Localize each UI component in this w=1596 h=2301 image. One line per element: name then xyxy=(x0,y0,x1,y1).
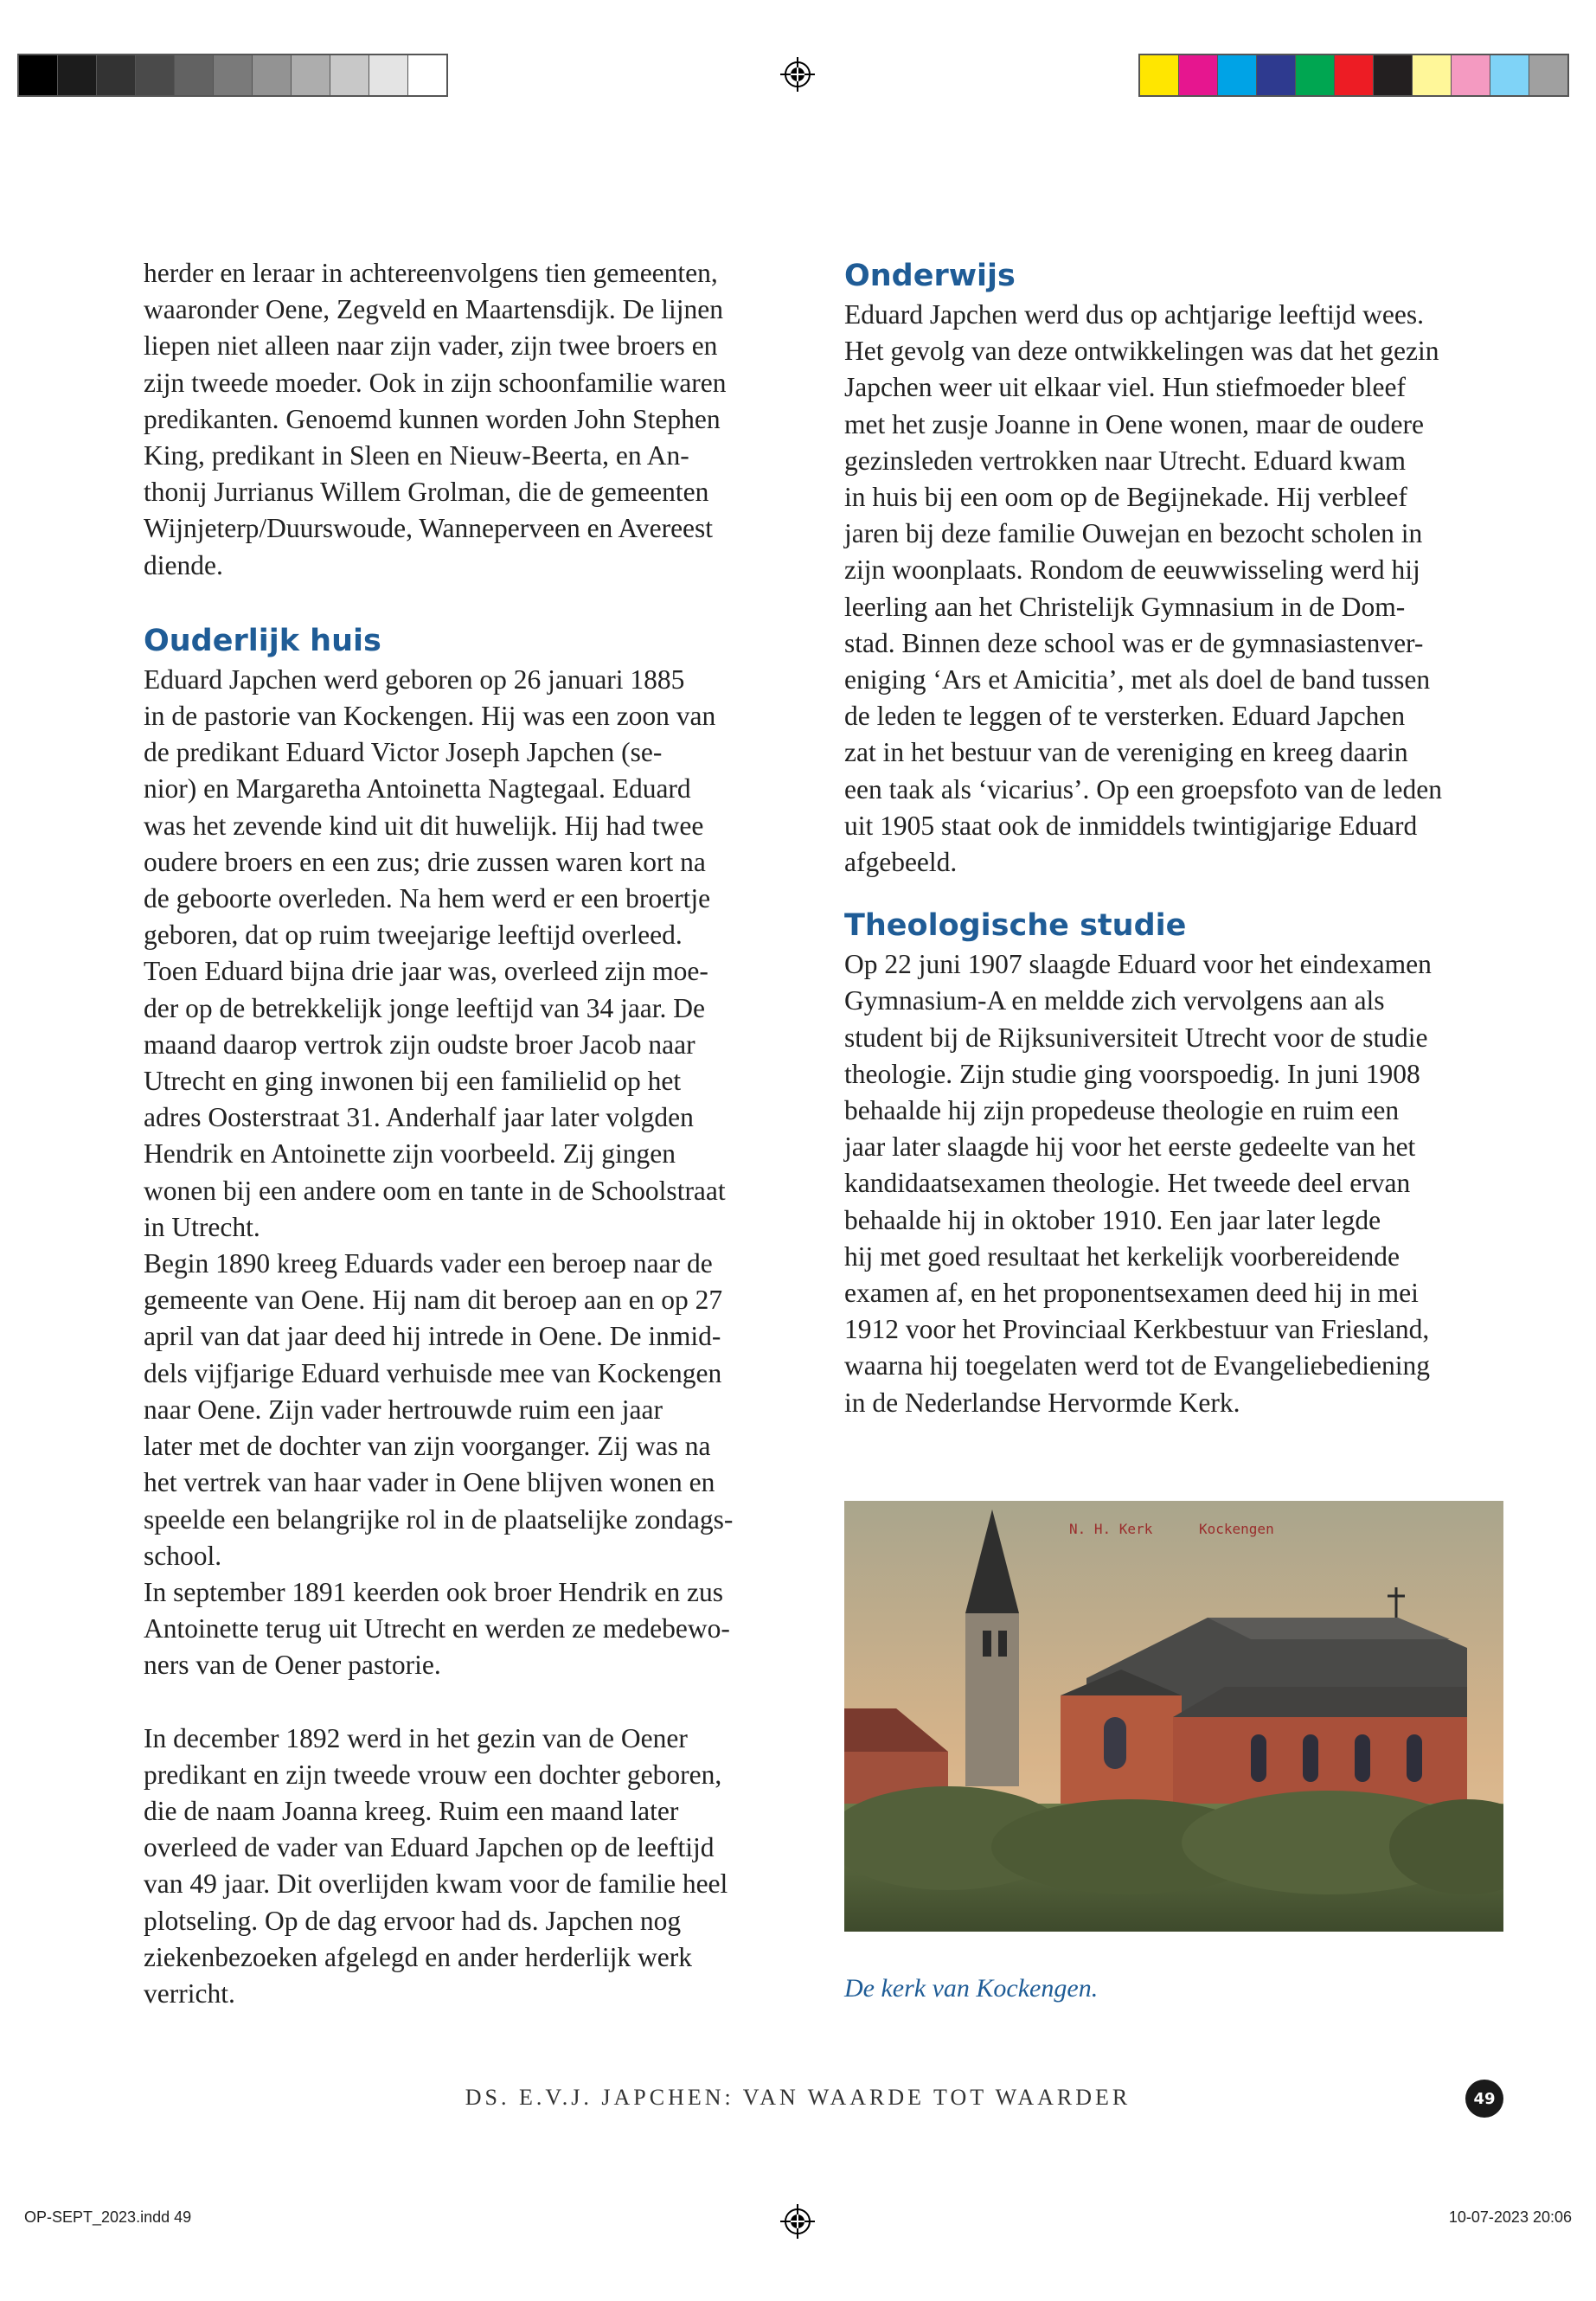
church-photo xyxy=(844,1501,1503,1932)
text-line: wonen bij een andere oom en tante in de Schoolstraat xyxy=(144,1175,726,1206)
text-line: herder en leraar in achtereenvolgens tien gemeenten, xyxy=(144,258,718,288)
text-line: examen af, en het proponentsexamen deed hij in mei xyxy=(844,1278,1419,1309)
text-line: Toen Eduard bijna drie jaar was, overleed zijn moe- xyxy=(144,956,708,987)
color-swatch xyxy=(1179,55,1218,95)
color-swatch xyxy=(1335,55,1374,95)
text-line: jaren bij deze familie Ouwejan en bezocht scholen in xyxy=(844,518,1423,549)
heading-onderwijs: Onderwijs xyxy=(844,259,1016,293)
text-line: stad. Binnen deze school was er de gymnasiastenver- xyxy=(844,627,1424,658)
text-line: Op 22 juni 1907 slaagde Eduard voor het eindexamen xyxy=(844,949,1432,980)
text-line: student bij de Rijksuniversiteit Utrecht voor de studie xyxy=(844,1022,1428,1053)
text-line: de leden te leggen of te versterken. Eduard Japchen xyxy=(844,701,1406,732)
text-line: Antoinette terug uit Utrecht en werden ze medebewo- xyxy=(144,1613,730,1644)
text-line: gemeente van Oene. Hij nam dit beroep aan en op 27 xyxy=(144,1285,723,1316)
text-line: in de Nederlandse Hervormde Kerk. xyxy=(844,1387,1240,1418)
text-line: waaronder Oene, Zegveld en Maartensdijk. De lijnen xyxy=(144,294,723,325)
text-line: de geboorte overleden. Na hem werd er een broertje xyxy=(144,883,711,914)
text-line: Utrecht en ging inwonen bij een familielid op het xyxy=(144,1066,682,1097)
text-line: diende. xyxy=(144,549,223,580)
text-line: In september 1891 keerden ook broer Hendrik en zus xyxy=(144,1576,724,1607)
text-line: de predikant Eduard Victor Joseph Japchen (se- xyxy=(144,737,663,768)
color-swatch xyxy=(1452,55,1490,95)
text-line: een taak als ‘vicarius’. Op een groepsfoto van de leden xyxy=(844,773,1442,804)
text-line: overleed de vader van Eduard Japchen op de leeftijd xyxy=(144,1832,715,1863)
text-line: liepen niet alleen naar zijn vader, zijn twee broers en xyxy=(144,330,718,362)
gray-calibration-bar xyxy=(17,54,448,97)
text-line: der op de betrekkelijk jonge leeftijd van 34 jaar. De xyxy=(144,992,706,1023)
text-line: King, predikant in Sleen en Nieuw-Beerta, en An- xyxy=(144,440,689,471)
text-line: nior) en Margaretha Antoinetta Nagtegaal. Eduard xyxy=(144,773,691,804)
paragraph xyxy=(144,1574,810,1684)
text-line: 1912 voor het Provinciaal Kerkbestuur van Friesland, xyxy=(844,1314,1430,1345)
text-line: zijn woonplaats. Rondom de eeuwwisseling werd hij xyxy=(844,554,1420,586)
color-swatch xyxy=(1374,55,1413,95)
text-line: dels vijfjarige Eduard verhuisde mee van Kockengen xyxy=(144,1357,722,1388)
text-line: Gymnasium-A en meldde zich vervolgens aan als xyxy=(844,985,1385,1016)
registration-mark-icon xyxy=(780,57,815,92)
registration-mark-icon xyxy=(780,2204,815,2239)
text-line: met het zusje Joanne in Oene wonen, maar de oudere xyxy=(844,408,1424,439)
text-line: ners van de Oener pastorie. xyxy=(144,1650,441,1681)
text-line: Begin 1890 kreeg Eduards vader een beroep naar de xyxy=(144,1248,713,1279)
heading-ouderlijk-huis: Ouderlijk huis xyxy=(144,623,381,658)
text-line: van 49 jaar. Dit overlijden kwam voor de familie heel xyxy=(144,1868,728,1900)
color-swatch xyxy=(292,55,330,95)
file-slug: OP-SEPT_2023.indd 49 xyxy=(24,2208,192,2226)
text-line: leerling aan het Christelijk Gymnasium in de Dom- xyxy=(844,591,1406,622)
text-line: Wijnjeterp/Duurswoude, Wanneperveen en Avereest xyxy=(144,513,714,544)
color-swatch xyxy=(369,55,408,95)
color-swatch xyxy=(1413,55,1452,95)
text-line: afgebeeld. xyxy=(844,847,958,878)
photo-label-left: N. H. Kerk xyxy=(1069,1521,1153,1537)
text-line: thonij Jurrianus Willem Grolman, die de gemeenten xyxy=(144,477,709,508)
color-swatch xyxy=(214,55,253,95)
text-line: oudere broers en een zus; drie zussen waren kort na xyxy=(144,846,706,877)
text-line: Japchen weer uit elkaar viel. Hun stiefmoeder bleef xyxy=(844,372,1406,403)
text-line: ziekenbezoeken afgelegd en ander herderlijk werk xyxy=(144,1941,693,1972)
paragraph xyxy=(844,946,1510,1421)
heading-theologische-studie: Theologische studie xyxy=(844,908,1187,944)
text-line: in huis bij een oom op de Begijnekade. Hij verbleef xyxy=(844,482,1407,513)
text-line: in Utrecht. xyxy=(144,1211,260,1242)
left-column xyxy=(144,255,810,2012)
text-line: speelde een belangrijke rol in de plaatselijke zondags- xyxy=(144,1503,734,1535)
text-line: behaalde hij zijn propedeuse theologie en ruim een xyxy=(844,1095,1400,1126)
text-line: plotseling. Op de dag ervoor had ds. Japchen nog xyxy=(144,1905,682,1936)
text-line: Hendrik en Antoinette zijn voorbeeld. Zij gingen xyxy=(144,1138,676,1170)
text-line: geboren, dat op ruim tweejarige leeftijd overleed. xyxy=(144,920,683,951)
text-line: predikant en zijn tweede vrouw een dochter geboren, xyxy=(144,1759,722,1790)
text-line: april van dat jaar deed hij intrede in Oene. De inmid- xyxy=(144,1321,721,1352)
text-line: kandidaatsexamen theologie. Het tweede deel ervan xyxy=(844,1168,1411,1199)
running-title: DS. E.V.J. JAPCHEN: VAN WAARDE TOT WAARDER xyxy=(465,2085,1131,2110)
color-swatch xyxy=(136,55,175,95)
color-swatch xyxy=(58,55,97,95)
color-swatch xyxy=(19,55,58,95)
paragraph xyxy=(844,297,1510,881)
color-swatch xyxy=(1296,55,1335,95)
page-number-badge: 49 xyxy=(1465,2080,1503,2118)
text-line: eniging ‘Ars et Amicitia’, met als doel de band tussen xyxy=(844,664,1431,695)
text-line: zat in het bestuur van de vereniging en kreeg daarin xyxy=(844,737,1408,768)
intro-paragraph xyxy=(144,255,810,584)
text-line: behaalde hij in oktober 1910. Een jaar later legde xyxy=(844,1204,1381,1235)
text-line: was het zevende kind uit dit huwelijk. Hij had twee xyxy=(144,810,704,841)
text-line: maand daarop vertrok zijn oudste broer Jacob naar xyxy=(144,1029,695,1060)
text-line: school. xyxy=(144,1540,222,1571)
text-line: waarna hij toegelaten werd tot de Evangeliebediening xyxy=(844,1350,1430,1381)
color-swatch xyxy=(1529,55,1567,95)
text-line: het vertrek van haar vader in Oene blijven wonen en xyxy=(144,1467,715,1498)
color-swatch xyxy=(330,55,369,95)
color-swatch xyxy=(1218,55,1257,95)
text-line: adres Oosterstraat 31. Anderhalf jaar later volgden xyxy=(144,1102,694,1133)
color-swatch xyxy=(1257,55,1296,95)
paragraph xyxy=(144,1246,810,1574)
text-line: naar Oene. Zijn vader hertrouwde ruim een jaar xyxy=(144,1394,663,1425)
text-line: In december 1892 werd in het gezin van de Oener xyxy=(144,1722,688,1753)
color-swatch xyxy=(1490,55,1529,95)
photo-label-right: Kockengen xyxy=(1199,1521,1274,1537)
text-line: gezinsleden vertrokken naar Utrecht. Eduard kwam xyxy=(844,445,1406,476)
text-line: Eduard Japchen werd geboren op 26 januari 1885 xyxy=(144,663,685,695)
text-line: Het gevolg van deze ontwikkelingen was dat het gezin xyxy=(844,336,1439,367)
color-swatch xyxy=(1140,55,1179,95)
text-line: predikanten. Genoemd kunnen worden John Stephen xyxy=(144,403,721,434)
color-swatch xyxy=(253,55,292,95)
text-line: hij met goed resultaat het kerkelijk voorbereidende xyxy=(844,1240,1401,1272)
date-slug: 10-07-2023 20:06 xyxy=(1448,2208,1572,2226)
text-line: die de naam Joanna kreeg. Ruim een maand later xyxy=(144,1795,679,1826)
color-calibration-bar xyxy=(1138,54,1569,97)
paragraph xyxy=(144,662,810,1246)
text-line: later met de dochter van zijn voorganger. Zij was na xyxy=(144,1431,711,1462)
text-line: zijn tweede moeder. Ook in zijn schoonfamilie waren xyxy=(144,367,727,398)
right-column xyxy=(844,255,1510,1421)
paragraph xyxy=(144,1721,810,2013)
text-line: Eduard Japchen werd dus op achtjarige leeftijd wees. xyxy=(844,299,1424,330)
text-line: in de pastorie van Kockengen. Hij was een zoon van xyxy=(144,701,716,732)
photo-caption: De kerk van Kockengen. xyxy=(844,1974,1099,2003)
text-line: verricht. xyxy=(144,1977,235,2009)
text-line: theologie. Zijn studie ging voorspoedig. In juni 1908 xyxy=(844,1058,1420,1089)
color-swatch xyxy=(97,55,136,95)
text-line: uit 1905 staat ook de inmiddels twintigjarige Eduard xyxy=(844,810,1418,841)
text-line: jaar later slaagde hij voor het eerste gedeelte van het xyxy=(844,1131,1416,1163)
color-swatch xyxy=(175,55,214,95)
color-swatch xyxy=(408,55,446,95)
